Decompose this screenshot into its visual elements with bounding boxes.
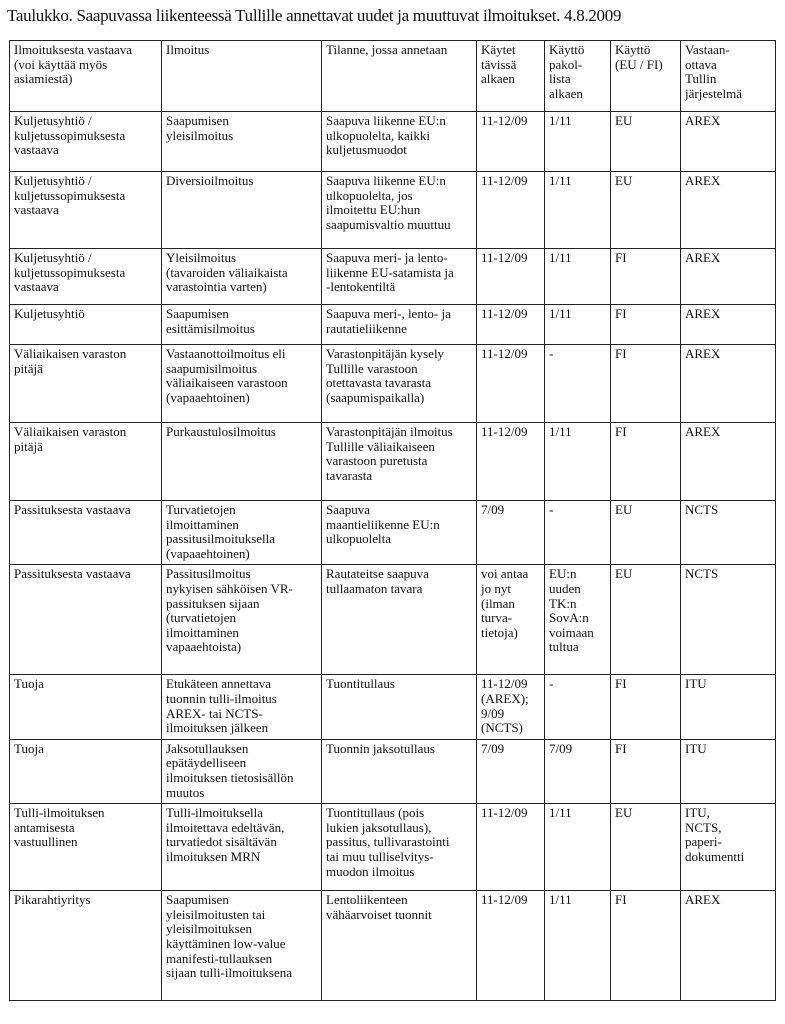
cell-usage: FI [611, 675, 681, 739]
cell-receiving-system: ITU [681, 675, 776, 739]
cell-responsible: Tulli-ilmoituksen antamisesta vastuullinen [10, 804, 162, 891]
cell-available-from: 7/09 [477, 501, 545, 565]
cell-available-from: 11-12/09 [477, 305, 545, 345]
cell-usage: EU [611, 112, 681, 172]
cell-situation: Rautateitse saapuva tullaamaton tavara [322, 565, 477, 675]
cell-situation: Lentoliikenteen vähäarvoiset tuonnit [322, 891, 477, 1001]
cell-notification: Turvatietojen ilmoittaminen passitusilmoituksella (vapaaehtoinen) [162, 501, 322, 565]
table-row [10, 345, 776, 423]
cell-mandatory-from: - [545, 675, 611, 739]
page-title: Taulukko. Saapuvassa liikenteessä Tullille annettavat uudet ja muuttuvat ilmoitukset. 4.8.2009 [7, 6, 622, 25]
cell-available-from: 11-12/09 [477, 112, 545, 172]
cell-responsible: Tuoja [10, 675, 162, 739]
cell-situation: Tuonnin jaksotullaus [322, 739, 477, 803]
cell-mandatory-from: - [545, 345, 611, 423]
cell-notification: Saapumisen esittämisilmoitus [162, 305, 322, 345]
cell-mandatory-from: 1/11 [545, 172, 611, 249]
cell-situation: Tuontitullaus (pois lukien jaksotullaus), passitus, tullivarastointi tai muu tulliselvitys- muodon ilmoitus [322, 804, 477, 891]
cell-receiving-system: AREX [681, 891, 776, 1001]
cell-available-from: 11-12/09 (AREX); 9/09 (NCTS) [477, 675, 545, 739]
header-responsible: Ilmoituksesta vastaava (voi käyttää myös asiamiestä) [10, 41, 162, 112]
table-row [10, 804, 776, 891]
cell-available-from: 11-12/09 [477, 249, 545, 305]
table-header-row [10, 41, 776, 112]
cell-responsible: Pikarahtiyritys [10, 891, 162, 1001]
cell-situation: Varastonpitäjän kysely Tullille varastoon otettavasta tavarasta (saapumispaikalla) [322, 345, 477, 423]
cell-usage: EU [611, 172, 681, 249]
cell-notification: Passitusilmoitus nykyisen sähköisen VR- passituksen sijaan (turvatietojen ilmoittaminen vapaaehtoista) [162, 565, 322, 675]
cell-usage: EU [611, 804, 681, 891]
cell-available-from: voi antaa jo nyt (ilman turva- tietoja) [477, 565, 545, 675]
cell-responsible: Passituksesta vastaava [10, 565, 162, 675]
cell-mandatory-from: 1/11 [545, 891, 611, 1001]
cell-responsible: Kuljetusyhtiö [10, 305, 162, 345]
table-row [10, 675, 776, 739]
cell-available-from: 11-12/09 [477, 345, 545, 423]
cell-usage: FI [611, 891, 681, 1001]
cell-mandatory-from: 1/11 [545, 804, 611, 891]
cell-usage: FI [611, 739, 681, 803]
cell-responsible: Passituksesta vastaava [10, 501, 162, 565]
cell-notification: Etukäteen annettava tuonnin tulli-ilmoitus AREX- tai NCTS- ilmoituksen jälkeen [162, 675, 322, 739]
cell-usage: FI [611, 249, 681, 305]
cell-usage: FI [611, 345, 681, 423]
cell-mandatory-from: 1/11 [545, 305, 611, 345]
cell-receiving-system: NCTS [681, 565, 776, 675]
cell-notification: Purkaustulosilmoitus [162, 423, 322, 501]
cell-mandatory-from: EU:n uuden TK:n SovA:n voimaan tultua [545, 565, 611, 675]
cell-situation: Saapuva meri-, lento- ja rautatieliikenne [322, 305, 477, 345]
cell-receiving-system: AREX [681, 172, 776, 249]
table-row [10, 112, 776, 172]
cell-usage: EU [611, 565, 681, 675]
cell-receiving-system: NCTS [681, 501, 776, 565]
cell-situation: Saapuva liikenne EU:n ulkopuolelta, kaikki kuljetusmuodot [322, 112, 477, 172]
cell-notification: Saapumisen yleisilmoitus [162, 112, 322, 172]
cell-responsible: Väliaikaisen varaston pitäjä [10, 423, 162, 501]
cell-notification: Diversioilmoitus [162, 172, 322, 249]
cell-available-from: 11-12/09 [477, 172, 545, 249]
cell-responsible: Kuljetusyhtiö / kuljetussopimuksesta vastaava [10, 112, 162, 172]
table-row [10, 305, 776, 345]
cell-responsible: Kuljetusyhtiö / kuljetussopimuksesta vastaava [10, 172, 162, 249]
cell-available-from: 11-12/09 [477, 891, 545, 1001]
cell-receiving-system: AREX [681, 345, 776, 423]
cell-mandatory-from: - [545, 501, 611, 565]
cell-mandatory-from: 1/11 [545, 112, 611, 172]
header-notification: Ilmoitus [162, 41, 322, 112]
cell-receiving-system: ITU, NCTS, paperi- dokumentti [681, 804, 776, 891]
cell-notification: Jaksotullauksen epätäydelliseen ilmoituksen tietosisällön muutos [162, 739, 322, 803]
cell-receiving-system: AREX [681, 112, 776, 172]
cell-available-from: 7/09 [477, 739, 545, 803]
cell-receiving-system: AREX [681, 249, 776, 305]
cell-responsible: Kuljetusyhtiö / kuljetussopimuksesta vastaava [10, 249, 162, 305]
cell-situation: Saapuva maantieliikenne EU:n ulkopuolelta [322, 501, 477, 565]
cell-mandatory-from: 7/09 [545, 739, 611, 803]
notifications-table [9, 40, 776, 1001]
cell-usage: FI [611, 423, 681, 501]
table-row [10, 891, 776, 1001]
header-available-from: Käytet tävissä alkaen [477, 41, 545, 112]
cell-receiving-system: ITU [681, 739, 776, 803]
cell-available-from: 11-12/09 [477, 423, 545, 501]
cell-situation: Varastonpitäjän ilmoitus Tullille väliaikaiseen varastoon puretusta tavarasta [322, 423, 477, 501]
table-row [10, 565, 776, 675]
cell-notification: Saapumisen yleisilmoitusten tai yleisilmoituksen käyttäminen low-value manifesti-tullauksen sijaan tulli-ilmoituksena [162, 891, 322, 1001]
cell-responsible: Tuoja [10, 739, 162, 803]
cell-situation: Saapuva meri- ja lento- liikenne EU-satamista ja -lentokentiltä [322, 249, 477, 305]
cell-situation: Tuontitullaus [322, 675, 477, 739]
header-situation: Tilanne, jossa annetaan [322, 41, 477, 112]
table-row [10, 249, 776, 305]
header-usage: Käyttö (EU / FI) [611, 41, 681, 112]
table-row [10, 501, 776, 565]
cell-receiving-system: AREX [681, 305, 776, 345]
cell-responsible: Väliaikaisen varaston pitäjä [10, 345, 162, 423]
cell-receiving-system: AREX [681, 423, 776, 501]
table-row [10, 172, 776, 249]
cell-notification: Vastaanottoilmoitus eli saapumisilmoitus väliaikaiseen varastoon (vapaaehtoinen) [162, 345, 322, 423]
cell-mandatory-from: 1/11 [545, 423, 611, 501]
table-row [10, 423, 776, 501]
cell-mandatory-from: 1/11 [545, 249, 611, 305]
cell-usage: EU [611, 501, 681, 565]
cell-available-from: 11-12/09 [477, 804, 545, 891]
cell-notification: Yleisilmoitus (tavaroiden väliaikaista varastointia varten) [162, 249, 322, 305]
header-receiving-system: Vastaan- ottava Tullin järjestelmä [681, 41, 776, 112]
cell-notification: Tulli-ilmoituksella ilmoitettava edeltävän, turvatiedot sisältävän ilmoituksen MRN [162, 804, 322, 891]
cell-situation: Saapuva liikenne EU:n ulkopuolelta, jos ilmoitettu EU:hun saapumisvaltio muuttuu [322, 172, 477, 249]
cell-usage: FI [611, 305, 681, 345]
header-mandatory-from: Käyttö pakol- lista alkaen [545, 41, 611, 112]
table-row [10, 739, 776, 803]
